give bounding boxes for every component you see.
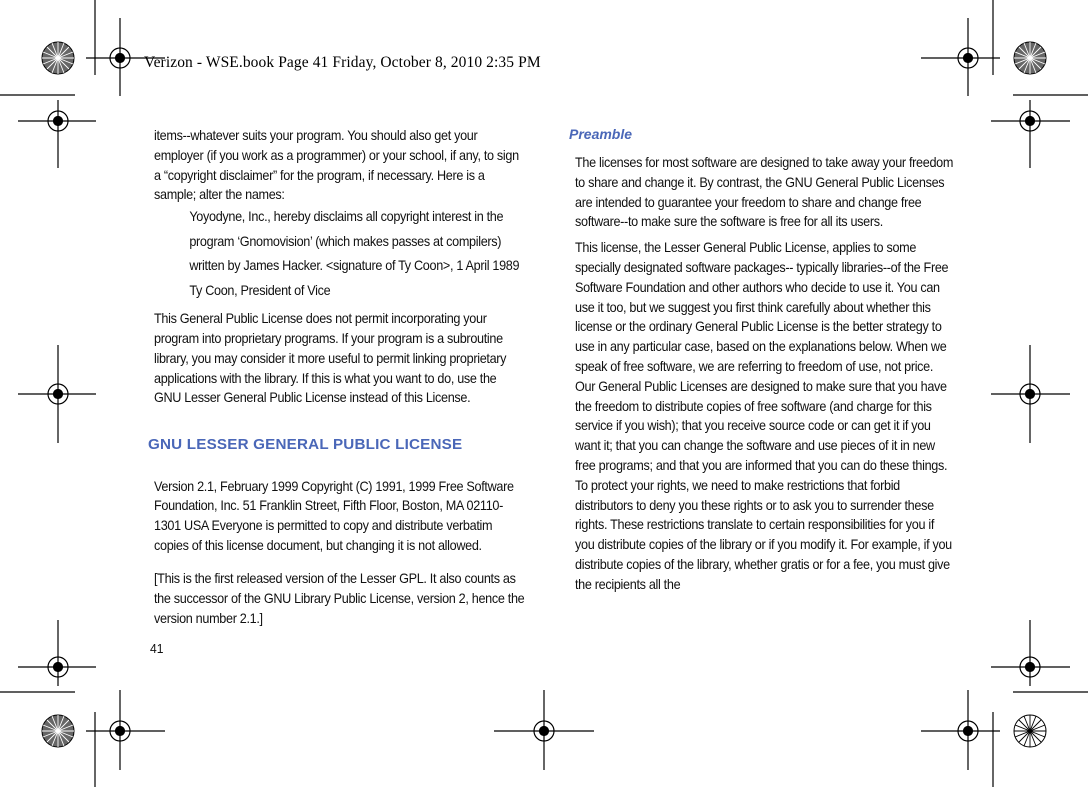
registration-mark xyxy=(18,620,96,686)
star-target xyxy=(42,42,74,74)
registration-mark xyxy=(991,345,1070,443)
version-note: [This is the first released version of the Lesser GPL. It also counts as the successor of the GNU Library Public License, version 2, hence the version number 2.1.] xyxy=(154,571,525,626)
page-number: 41 xyxy=(150,641,164,656)
registration-mark xyxy=(991,620,1070,686)
registration-mark xyxy=(991,100,1070,168)
preamble-section xyxy=(575,153,956,595)
preamble-paragraph-1: The licenses for most software are designed to take away your freedom to share and change it. By contrast, the GNU General Public Licenses are intended to guarantee your freedom to share and change free software--to make sure the software is free for all its users. xyxy=(575,155,954,230)
registration-mark xyxy=(86,690,165,770)
restriction-paragraph: This General Public License does not permit incorporating your program into proprietary programs. If your program is a subroutine library, you may consider it more useful to permit linking proprietary applications with the library. If this is what you want to do, use the GNU Lesser General Public License instead of this License. xyxy=(154,311,507,406)
registration-mark xyxy=(18,345,96,443)
disclaimer-sample: Yoyodyne, Inc., hereby disclaims all copyright interest in the program ‘Gnomovision’ (which makes passes at compilers) written by James Hacker. <signature of Ty Coon>, 1 April 1989 Ty Coon, President of Vice xyxy=(189,209,520,298)
registration-mark xyxy=(921,18,1000,96)
intro-paragraph: items--whatever suits your program. You should also get your employer (if you work as a programmer) or your school, if any, to sign a “copyright disclaimer” for the program, if necessary. Here is a sample; alter the names: xyxy=(154,128,519,203)
star-target xyxy=(1014,42,1046,74)
gnu-heading: GNU LESSER GENERAL PUBLIC LICENSE xyxy=(148,436,463,453)
preamble-paragraph-2: This license, the Lesser General Public License, applies to some specially designated software packages-- typically libraries--of the Free Software Foundation and other authors who decide to use it. You can use it too, but we suggest you first think carefully about whether this license or the ordinary General Public License is the better strategy to use in any particular case, based on the explanations below. When we speak of free software, we are referring to freedom of use, not price. Our General Public Licenses are designed to make sure that you have the freedom to distribute copies of free software (and charge for this service if you wish); that you receive source code or can get it if you want it; that you can change the software and use pieces of it in new free programs; and that you are informed that you can do these things. To protect your rights, we need to make restrictions that forbid distributors to deny you these rights or to ask you to surrender these rights. These restrictions translate to certain responsibilities for you if you distribute copies of the library or if you modify it. For example, if you distribute copies of the library, whether gratis or for a fee, you must give the recipients all the xyxy=(575,240,952,592)
star-target xyxy=(1014,715,1046,747)
book-slug: Verizon - WSE.book Page 41 Friday, October 8, 2010 2:35 PM xyxy=(144,54,541,71)
registration-mark xyxy=(494,690,594,770)
version-paragraph: Version 2.1, February 1999 Copyright (C) 1991, 1999 Free Software Foundation, Inc. 51 Franklin Street, Fifth Floor, Boston, MA 02110-1301 USA Everyone is permitted to copy and distribute verbatim copies of this license document, but changing it is not allowed. xyxy=(154,478,514,553)
gnu-section xyxy=(154,463,526,642)
registration-mark xyxy=(921,690,1000,770)
preamble-heading: Preamble xyxy=(569,126,633,142)
registration-mark xyxy=(18,100,96,168)
left-column xyxy=(154,126,526,408)
star-target xyxy=(42,715,74,747)
